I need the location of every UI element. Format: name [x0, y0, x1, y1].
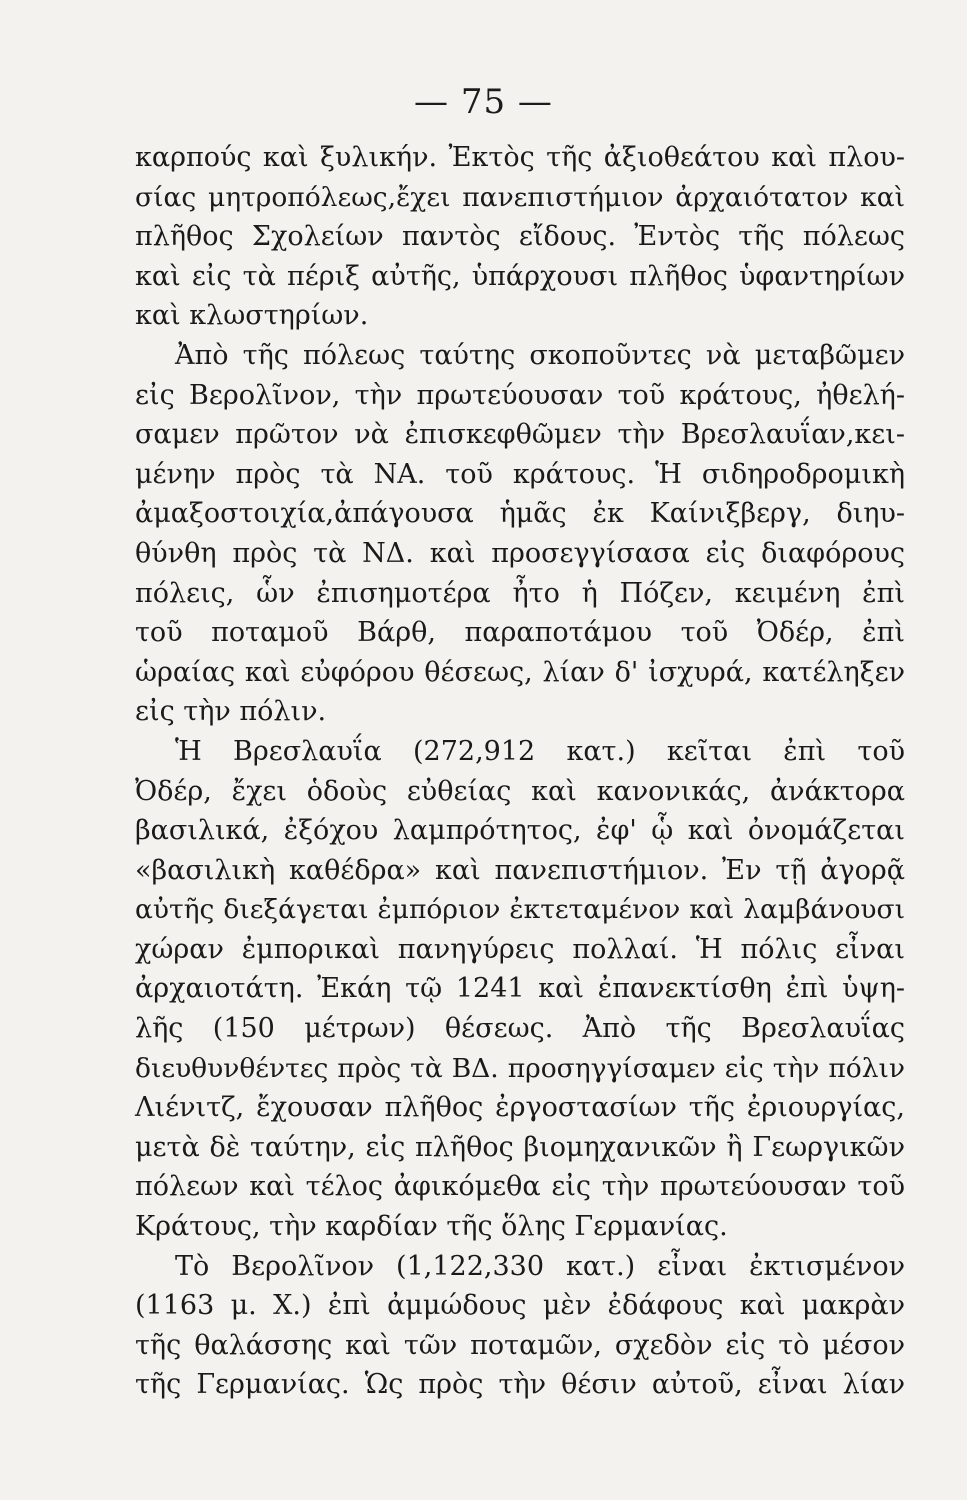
- text-line: πόλεις, ὧν ἐπισημοτέρα ἦτο ἡ Πόζεν, κειμένη ἐπὶ: [135, 577, 905, 609]
- text-line: μένην πρὸς τὰ ΝΑ. τοῦ κράτους. Ἡ σιδηροδρομικὴ: [135, 458, 905, 490]
- text-line: μετὰ δὲ ταύτην, εἰς πλῆθος βιομηχανικῶν ἢ Γεωργικῶν: [135, 1131, 905, 1163]
- text-line: αὐτῆς διεξάγεται ἐμπόριον ἐκτεταμένον καὶ λαμβάνουσι: [135, 894, 905, 926]
- text-line: καὶ εἰς τὰ πέριξ αὐτῆς, ὑπάρχουσι πλῆθος ὑφαντηρίων: [135, 260, 905, 292]
- text-line: Κράτους, τὴν καρδίαν τῆς ὅλης Γερμανίας.: [135, 1211, 728, 1243]
- text-line: τῆς θαλάσσης καὶ τῶν ποταμῶν, σχεδὸν εἰς τὸ μέσον: [135, 1329, 905, 1361]
- text-line: Ἡ Βρεσλαυΐα (272,912 κατ.) κεῖται ἐπὶ τοῦ: [175, 735, 905, 767]
- text-line: Τὸ Βερολῖνον (1,122,330 κατ.) εἶναι ἐκτισμένον: [175, 1250, 905, 1282]
- text-line: λῆς (150 μέτρων) θέσεως. Ἀπὸ τῆς Βρεσλαυΐας: [135, 1013, 905, 1045]
- text-line: Λιένιτζ, ἔχουσαν πλῆθος ἐργοστασίων τῆς ἐριουργίας,: [135, 1092, 905, 1124]
- text-line: Ὀδέρ, ἔχει ὁδοὺς εὐθείας καὶ κανονικάς, ἀνάκτορα: [135, 775, 905, 807]
- text-line: ὡραίας καὶ εὐφόρου θέσεως, λίαν δ' ἰσχυρά, κατέληξεν: [135, 656, 905, 688]
- text-line: θύνθη πρὸς τὰ ΝΔ. καὶ προσεγγίσασα εἰς διαφόρους: [135, 537, 905, 569]
- text-line: καρπούς καὶ ξυλικήν. Ἐκτὸς τῆς ἀξιοθεάτου καὶ πλου-: [135, 142, 905, 173]
- text-line: σαμεν πρῶτον νὰ ἐπισκεφθῶμεν τὴν Βρεσλαυΐαν,κει-: [135, 419, 905, 451]
- text-line: ἀμαξοστοιχία,ἀπάγουσα ἡμᾶς ἐκ Καίνιξβεργ, διηυ-: [135, 498, 905, 530]
- text-line: ἀρχαιοτάτη. Ἐκάη τῷ 1241 καὶ ἐπανεκτίσθη ἐπὶ ὑψη-: [135, 973, 905, 1005]
- page-number: — 75 —: [414, 82, 553, 122]
- text-line: (1163 μ. Χ.) ἐπὶ ἀμμώδους μὲν ἐδάφους καὶ μακρὰν: [135, 1290, 905, 1322]
- text-line: διευθυνθέντες πρὸς τὰ ΒΔ. προσηγγίσαμεν εἰς τὴν πόλιν: [135, 1052, 905, 1084]
- text-line: χώραν ἐμπορικαὶ πανηγύρεις πολλαί. Ἡ πόλις εἶναι: [135, 933, 905, 965]
- text-line: τῆς Γερμανίας. Ὡς πρὸς τὴν θέσιν αὐτοῦ, εἶναι λίαν: [135, 1369, 905, 1401]
- text-line: εἰς τὴν πόλιν.: [135, 696, 327, 728]
- text-line: «βασιλικὴ καθέδρα» καὶ πανεπιστήμιον. Ἐν τῇ ἀγορᾷ: [135, 854, 905, 886]
- text-line: καὶ κλωστηρίων.: [135, 300, 369, 332]
- text-line: σίας μητροπόλεως,ἔχει πανεπιστήμιον ἀρχαιότατον καὶ: [135, 181, 905, 213]
- text-line: τοῦ ποταμοῦ Βάρθ, παραποτάμου τοῦ Ὀδέρ, ἐπὶ: [135, 617, 905, 649]
- text-line: πλῆθος Σχολείων παντὸς εἴδους. Ἐντὸς τῆς πόλεως: [135, 221, 905, 253]
- body-text: [135, 138, 905, 1405]
- text-line: Ἀπὸ τῆς πόλεως ταύτης σκοποῦντες νὰ μεταβῶμεν: [175, 339, 905, 371]
- text-line: πόλεων καὶ τέλος ἀφικόμεθα εἰς τὴν πρωτεύουσαν τοῦ: [135, 1171, 905, 1203]
- text-line: βασιλικά, ἐξόχου λαμπρότητος, ἐφ' ᾧ καὶ ὀνομάζεται: [135, 815, 905, 847]
- text-line: εἰς Βερολῖνον, τὴν πρωτεύουσαν τοῦ κράτους, ἠθελή-: [135, 379, 905, 411]
